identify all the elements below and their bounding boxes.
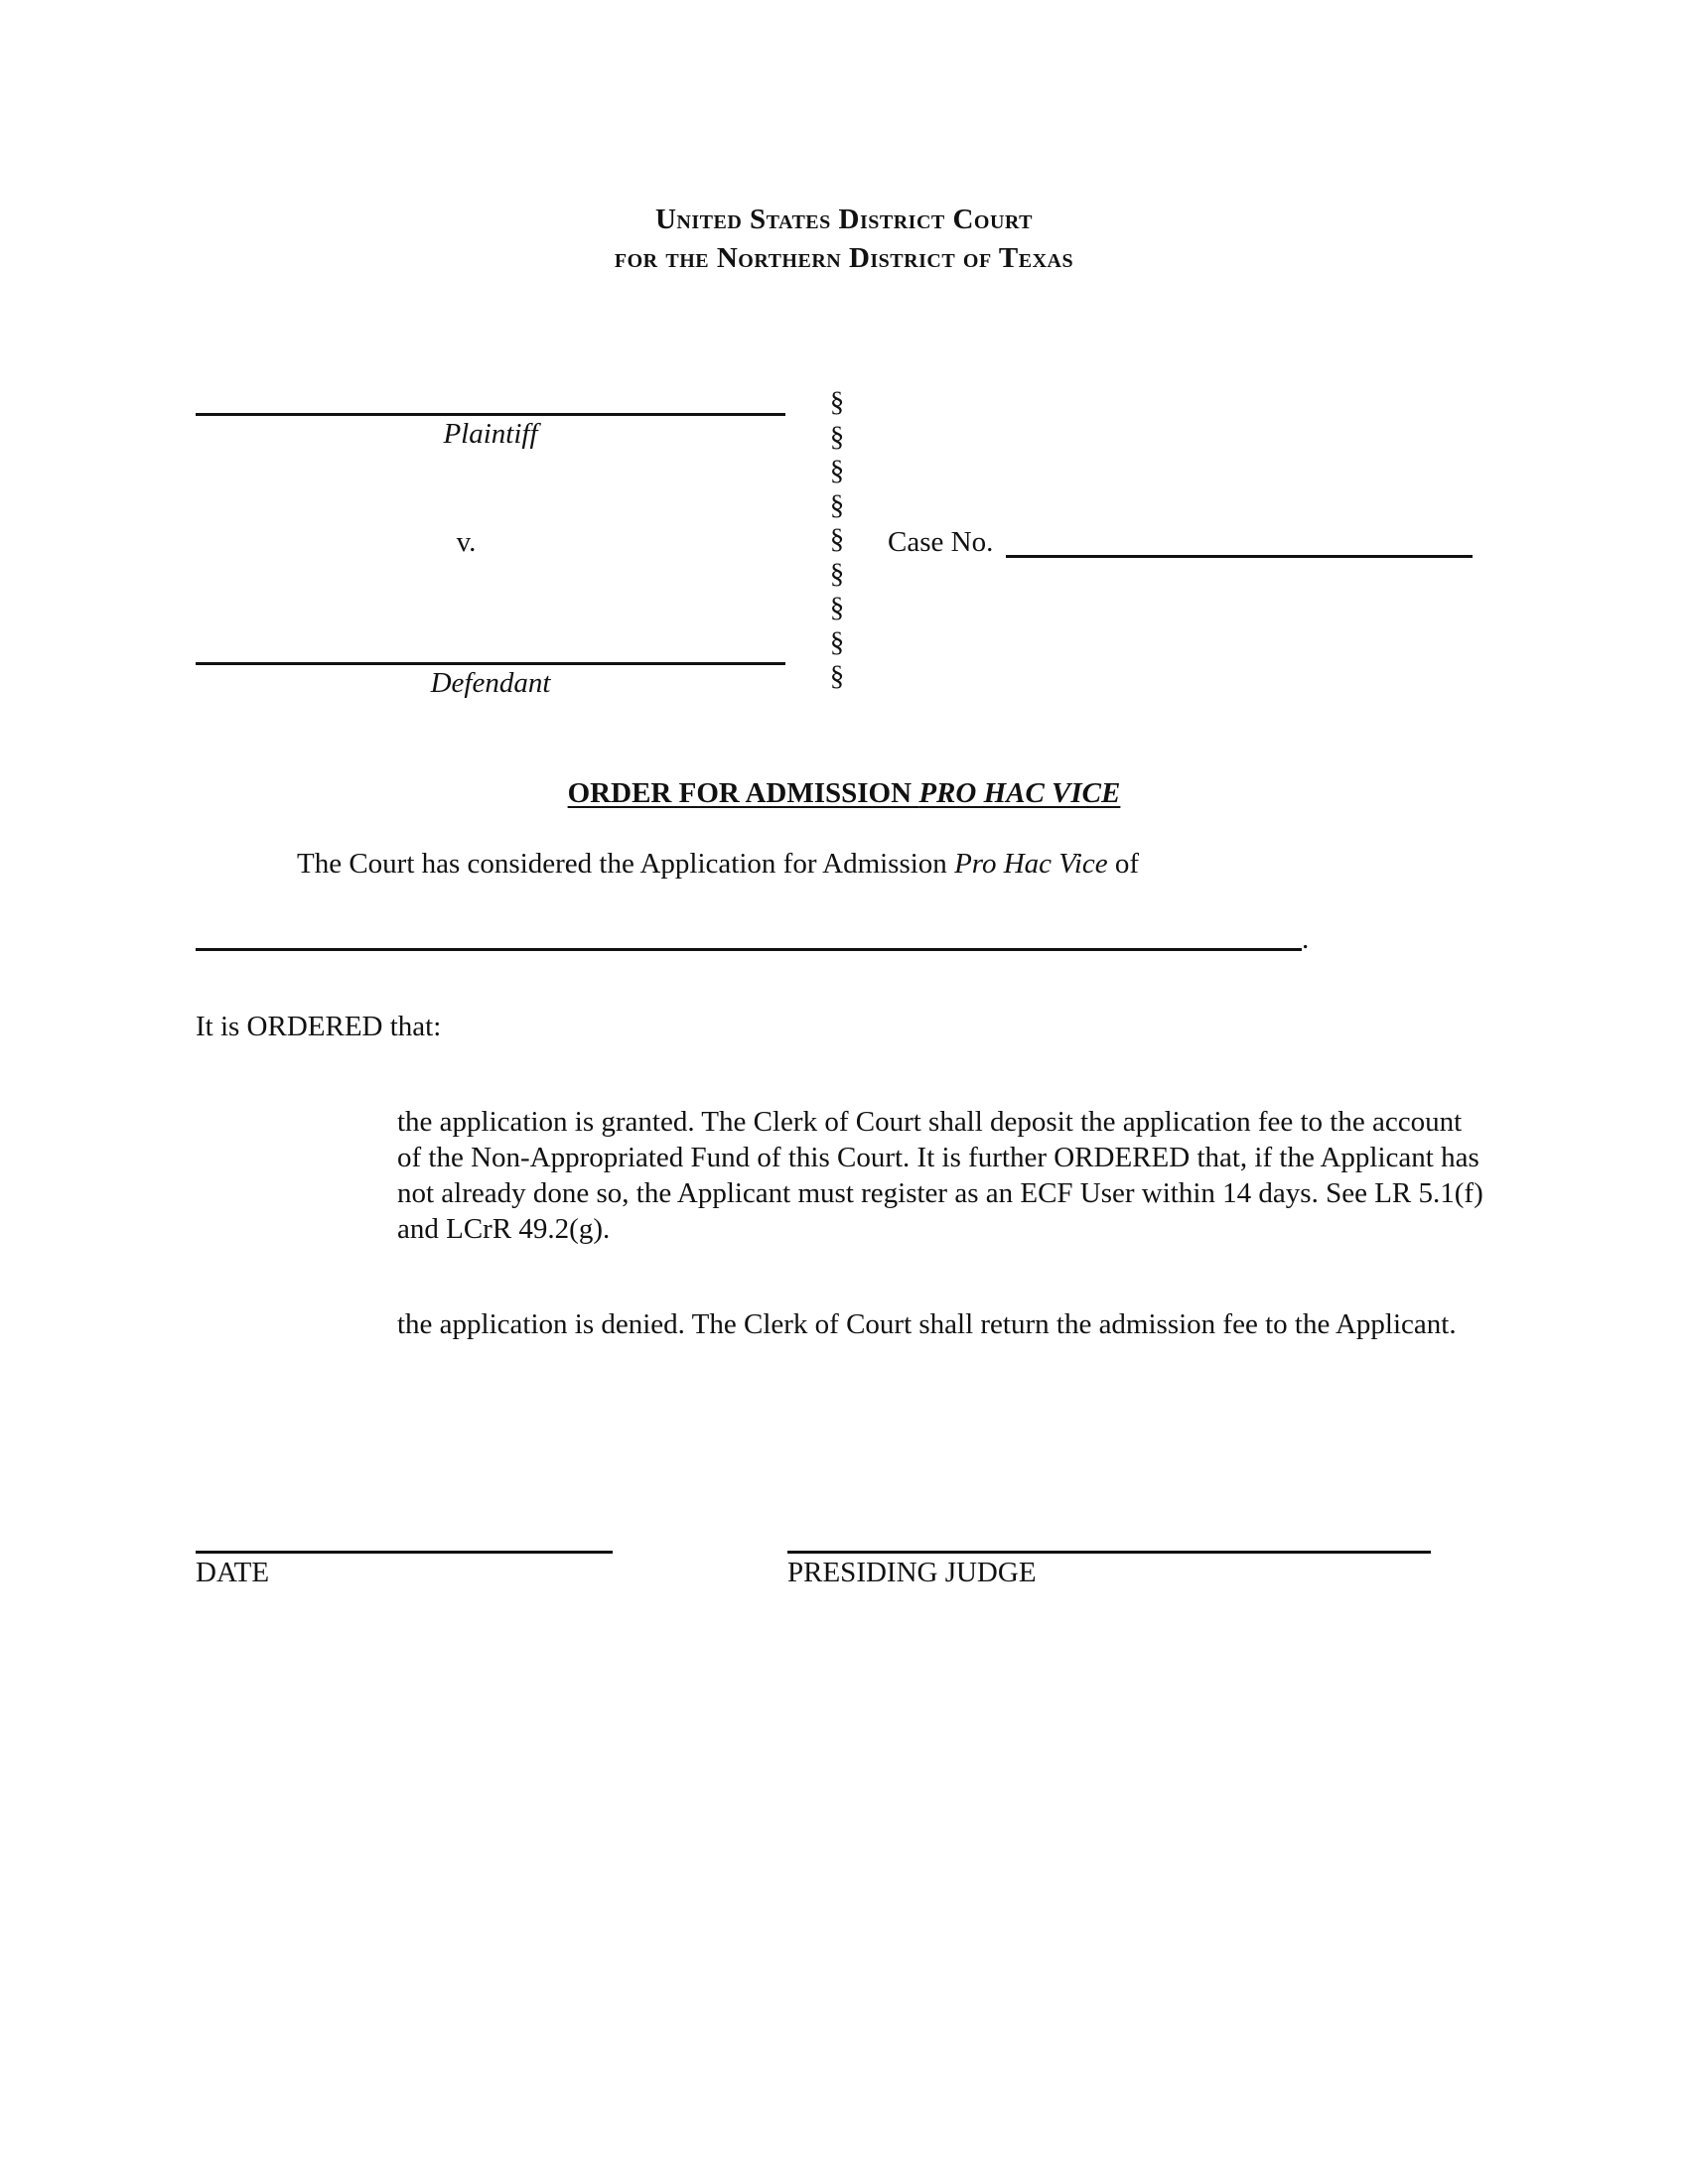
- ordered-that: It is ORDERED that:: [196, 1011, 442, 1042]
- intro-sentence: [297, 846, 1488, 882]
- section-symbol: §: [829, 557, 845, 590]
- section-symbol: §: [829, 660, 845, 692]
- judge-signature-line[interactable]: [787, 1551, 1431, 1554]
- granted-paragraph: the application is granted. The Clerk of Court shall deposit the application fee to the account of the Non-Appropriated Fund of this Court. It is further ORDERED that, if the Applicant has not already done so, the Applicant must register as an ECF User within 14 days. See LR 5.1(f) and LCrR 49.2(g).: [397, 1106, 1483, 1245]
- defendant-label: Defendant: [430, 667, 551, 699]
- date-label: DATE: [196, 1557, 270, 1588]
- applicant-period: .: [1302, 923, 1310, 955]
- versus-label: v.: [456, 526, 477, 558]
- section-symbol: §: [829, 592, 845, 623]
- section-symbol: §: [829, 420, 845, 453]
- order-title-italic: PRO HAC VICE: [918, 777, 1121, 809]
- case-number-label: Case No.: [888, 526, 994, 558]
- intro-prefix: The Court has considered the Application for Admission: [297, 848, 947, 880]
- denied-paragraph: the application is denied. The Clerk of Court shall return the admission fee to the Applicant.: [397, 1308, 1457, 1340]
- section-symbol: §: [829, 625, 845, 658]
- intro-suffix: of: [1114, 848, 1140, 880]
- section-symbol: §: [829, 523, 845, 555]
- section-symbol: §: [829, 386, 845, 418]
- section-symbol: §: [829, 488, 845, 521]
- intro-italic: Pro Hac Vice: [954, 848, 1108, 880]
- section-symbol-column: [822, 385, 852, 694]
- section-symbol: §: [829, 455, 845, 486]
- court-district: for the Northern District of Texas: [614, 242, 1074, 274]
- applicant-name-line[interactable]: [196, 948, 1302, 951]
- presiding-judge-label: PRESIDING JUDGE: [787, 1557, 1037, 1588]
- plaintiff-signature-line[interactable]: [196, 413, 785, 416]
- court-name: United States District Court: [654, 204, 1033, 235]
- defendant-signature-line[interactable]: [196, 662, 785, 665]
- order-title-main: ORDER FOR ADMISSION: [567, 777, 913, 809]
- order-title: [0, 776, 1688, 810]
- plaintiff-label: Plaintiff: [443, 418, 538, 450]
- case-number-line[interactable]: [1006, 555, 1473, 558]
- date-signature-line[interactable]: [196, 1551, 613, 1554]
